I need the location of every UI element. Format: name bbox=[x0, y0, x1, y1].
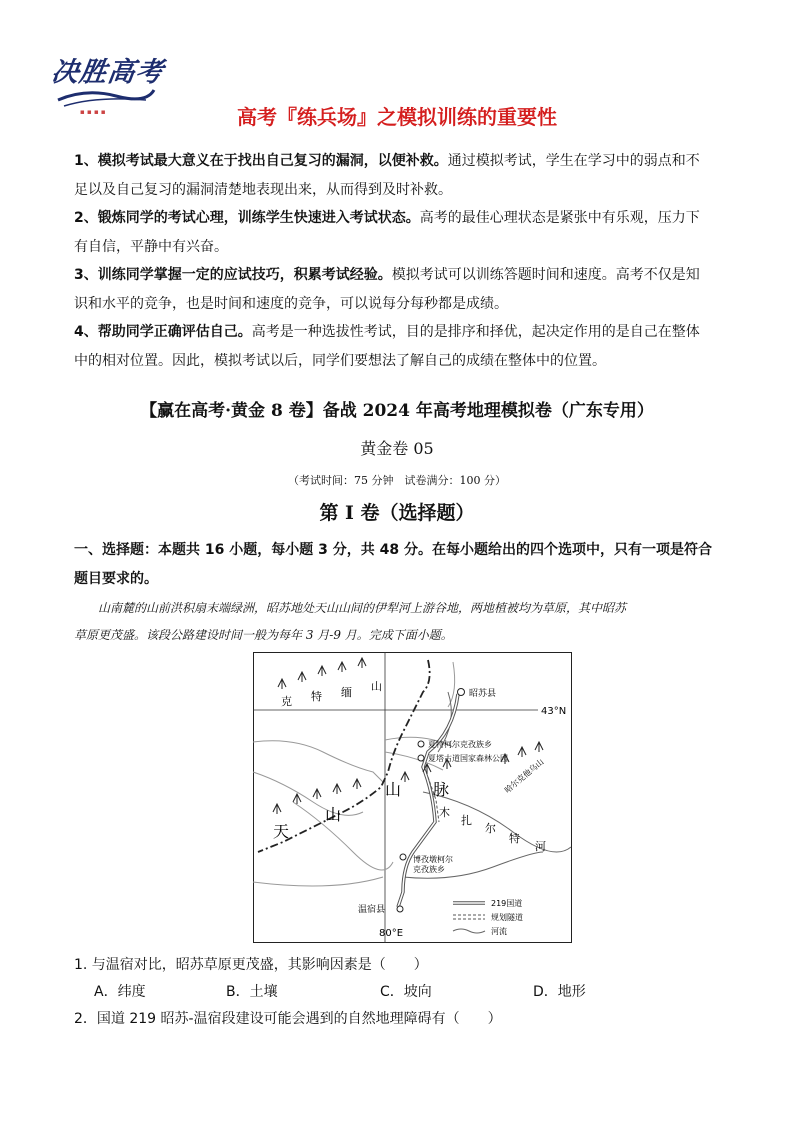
label-halke: 哈尔克他乌山 bbox=[503, 757, 546, 795]
question-1-option-c[interactable]: C．坡向 bbox=[380, 984, 432, 1000]
latitude-label: 43°N bbox=[541, 706, 567, 717]
map-frame bbox=[254, 653, 572, 943]
town-wensu: 温宿县 bbox=[358, 905, 386, 915]
point-1-line2: 足以及自己复习的漏洞清楚地表现出来，从而得到及时补救。 bbox=[74, 182, 452, 198]
point-4-line1: 高考是一种选拔性考试，目的是排序和择优，起决定作用的是自己在整体 bbox=[251, 324, 700, 340]
label-mian: 缅 bbox=[341, 686, 352, 699]
question-1-option-a[interactable]: A．纬度 bbox=[94, 984, 146, 1000]
longitude-label: 80°E bbox=[379, 928, 404, 939]
instruction bbox=[74, 536, 728, 594]
point-1-bold: 1、模拟考试最大意义在于找出自己复习的漏洞，以便补救。 bbox=[74, 153, 448, 169]
point-4-line2: 中的相对位置。因此，模拟考试以后，同学们要想法了解自己的成绩在整体中的位置。 bbox=[74, 353, 606, 369]
question-1-stem: 1. 与温宿对比，昭苏草原更茂盛，其影响因素是（ ） bbox=[74, 957, 428, 973]
town-xiate: 夏特柯尔克孜族乡 bbox=[428, 740, 492, 749]
river-char-3: 尔 bbox=[485, 822, 496, 835]
point-1-line1: 通过模拟考试，学生在学习中的弱点和不 bbox=[447, 153, 700, 169]
park-xiata: 夏塔古道国家森林公园 bbox=[428, 754, 508, 763]
exam-subtitle: 黄金卷 05 bbox=[360, 439, 434, 458]
river-char-4: 特 bbox=[509, 832, 520, 845]
question-1-option-b[interactable]: B．土壤 bbox=[226, 984, 278, 1000]
material-text bbox=[74, 595, 728, 649]
river-char-2: 扎 bbox=[461, 814, 472, 827]
point-2-line2: 有自信，平静中有兴奋。 bbox=[74, 239, 228, 255]
point-2-line1: 高考的最佳心理状态是紧张中有乐观，压力下 bbox=[419, 210, 700, 226]
legend-tunnel: 规划隧道 bbox=[491, 913, 523, 922]
label-shan2: 山 bbox=[385, 780, 402, 799]
question-1-option-d[interactable]: D．地形 bbox=[533, 984, 586, 1000]
logo-decoration-icon: ▪ ▪ ▪ ▪ bbox=[80, 108, 106, 116]
legend-river: 河流 bbox=[491, 927, 507, 936]
town-boziduo-1: 博孜墩柯尔 bbox=[413, 855, 453, 864]
town-marker bbox=[458, 689, 465, 696]
question-2-stem: 2．国道 219 昭苏-温宿段建设可能会遇到的自然地理障碍有（ ） bbox=[74, 1011, 502, 1027]
point-4-bold: 4、帮助同学正确评估自己。 bbox=[74, 324, 252, 340]
section-heading: 第 I 卷（选择题） bbox=[319, 502, 475, 524]
instruction-line2: 题目要求的。 bbox=[74, 571, 158, 587]
label-shan3: 山 bbox=[371, 680, 382, 693]
exam-title: 【赢在高考·黄金 8 卷】备战 2024 年高考地理模拟卷（广东专用） bbox=[140, 401, 654, 421]
instruction-line1: 一、选择题：本题共 16 小题，每小题 3 分，共 48 分。在每小题给出的四个选项中，只有一项是符合 bbox=[74, 542, 712, 558]
banner-title: 高考『练兵场』之模拟训练的重要性 bbox=[237, 105, 557, 129]
point-3 bbox=[74, 261, 728, 319]
point-3-line1: 模拟考试可以训练答题时间和速度。高考不仅是知 bbox=[391, 267, 700, 283]
label-shan: 山 bbox=[325, 805, 342, 824]
legend-road: 219国道 bbox=[491, 899, 523, 908]
point-1 bbox=[74, 147, 728, 205]
point-3-line2: 识和水平的竞争，也是时间和速度的竞争，可以说每分每秒都是成绩。 bbox=[74, 296, 508, 312]
point-3-bold: 3、训练同学掌握一定的应试技巧，积累考试经验。 bbox=[74, 267, 392, 283]
material-line1: 山南麓的山前洪积扇末端绿洲，昭苏地处天山山间的伊犁河上游谷地，两地植被均为草原，其中昭苏 bbox=[98, 601, 627, 615]
exam-note: （考试时间：75 分钟 试卷满分：100 分） bbox=[288, 474, 506, 487]
label-ke: 克 bbox=[281, 695, 292, 708]
label-tian: 天 bbox=[273, 822, 290, 841]
town-boziduo-2: 克孜族乡 bbox=[413, 865, 445, 874]
river-char-5: 河 bbox=[535, 840, 546, 853]
river-char-1: 木 bbox=[439, 806, 450, 819]
logo-text: 决胜高考 bbox=[49, 57, 166, 88]
label-mai: 脉 bbox=[433, 780, 450, 799]
point-2-bold: 2、锻炼同学的考试心理，训练学生快速进入考试状态。 bbox=[74, 210, 420, 226]
label-te: 特 bbox=[311, 690, 322, 703]
point-2 bbox=[74, 204, 728, 262]
town-zhaosu: 昭苏县 bbox=[469, 689, 497, 699]
map-figure bbox=[253, 652, 572, 943]
material-line2: 草原更茂盛。该段公路建设时间一般为每年 3 月-9 月。完成下面小题。 bbox=[74, 628, 453, 642]
point-4 bbox=[74, 318, 728, 376]
